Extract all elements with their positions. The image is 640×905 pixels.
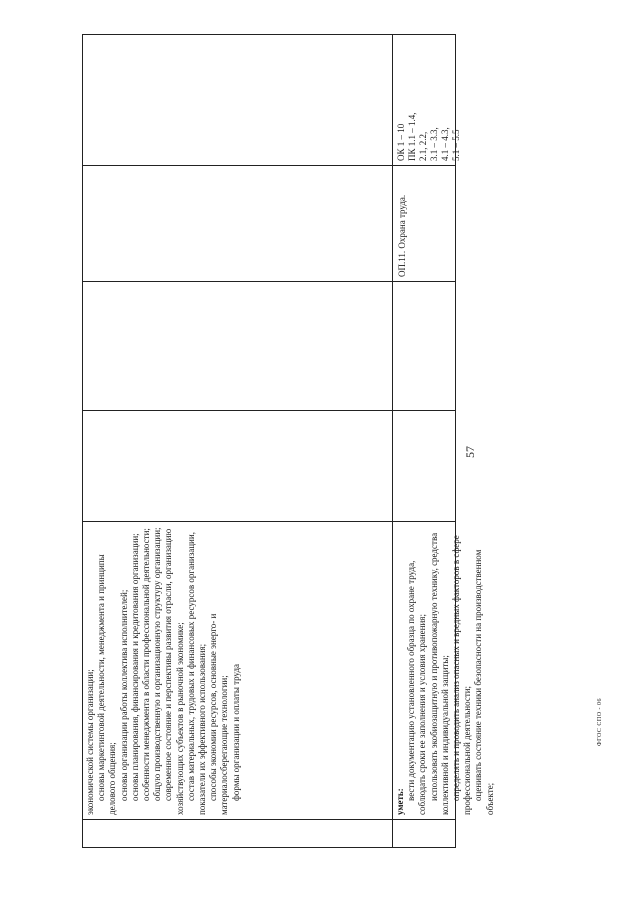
knowledge-line: экономической системы организации; — [85, 669, 95, 815]
skill-line: оценивать состояние техники безопасности на производственном объекте; — [473, 549, 495, 815]
knowledge-line: основы маркетинговой деятельности, менеджмента и принципы делового общения; — [96, 554, 118, 815]
index-cell — [83, 820, 392, 847]
knowledge-line: основы планирования, финансирования и кредитования организации; — [129, 533, 140, 801]
hours-class-cell — [83, 282, 392, 411]
competency-code: 3.1 – 3.3, — [429, 127, 439, 161]
discipline-name: ОП.11. Охрана труда. — [397, 194, 407, 277]
page-number: 57 — [463, 446, 477, 458]
discipline-cell — [83, 166, 392, 282]
requirements-cell — [83, 522, 392, 820]
knowledge-line: особенности менеджмента в области профессиональной деятельности; — [141, 528, 152, 801]
knowledge-line: формы организации и оплаты труда — [230, 663, 241, 801]
table-row — [83, 35, 392, 847]
knowledge-line: современное состояние и перспективы развития отрасли, организацию хозяйствующих субъектов в рыночной экономике; — [163, 528, 185, 815]
index-cell — [393, 820, 456, 847]
skill-line: определять и проводить анализ опасных и вредных факторов в сфере профессиональной деятельности; — [451, 535, 473, 815]
competency-cell — [393, 35, 461, 166]
competency-code: ОК 1 – 10 — [396, 123, 406, 161]
knowledge-line: общую производственную и организационную структуру организации; — [152, 527, 163, 801]
competency-code: 4.1 – 4.3, — [440, 127, 450, 161]
discipline-cell — [393, 166, 456, 282]
knowledge-line: способы экономии ресурсов, основные энерго- и материалосберегающие технологии; — [208, 613, 230, 815]
hours-max-cell — [83, 411, 392, 522]
competency-code: ПК 1.1 – 1.4, — [407, 112, 417, 161]
competency-code: 5.1 – 5.5 — [451, 129, 461, 161]
knowledge-line: состав материальных, трудовых и финансовых ресурсов организации, показатели их эффективного использования; — [185, 532, 208, 815]
hours-max-cell — [393, 411, 456, 522]
competency-code: 2.1, 2.2, — [418, 131, 428, 161]
hours-class-cell — [393, 282, 456, 411]
requirements-cell — [393, 522, 495, 820]
footer-code: ФГОС СПО - 06 — [597, 697, 603, 747]
knowledge-line: основы организации работы коллектива исполнителей; — [118, 589, 129, 801]
skills-heading: уметь: — [395, 788, 405, 815]
competency-cell — [83, 35, 392, 166]
skill-line: вести документацию установленного образца по охране труда, соблюдать сроки ее заполнения и условия хранения; — [406, 560, 428, 815]
skill-line: использовать экобиозащитную и противопожарную технику, средства коллективной и индивидуальной защиты; — [428, 532, 450, 815]
